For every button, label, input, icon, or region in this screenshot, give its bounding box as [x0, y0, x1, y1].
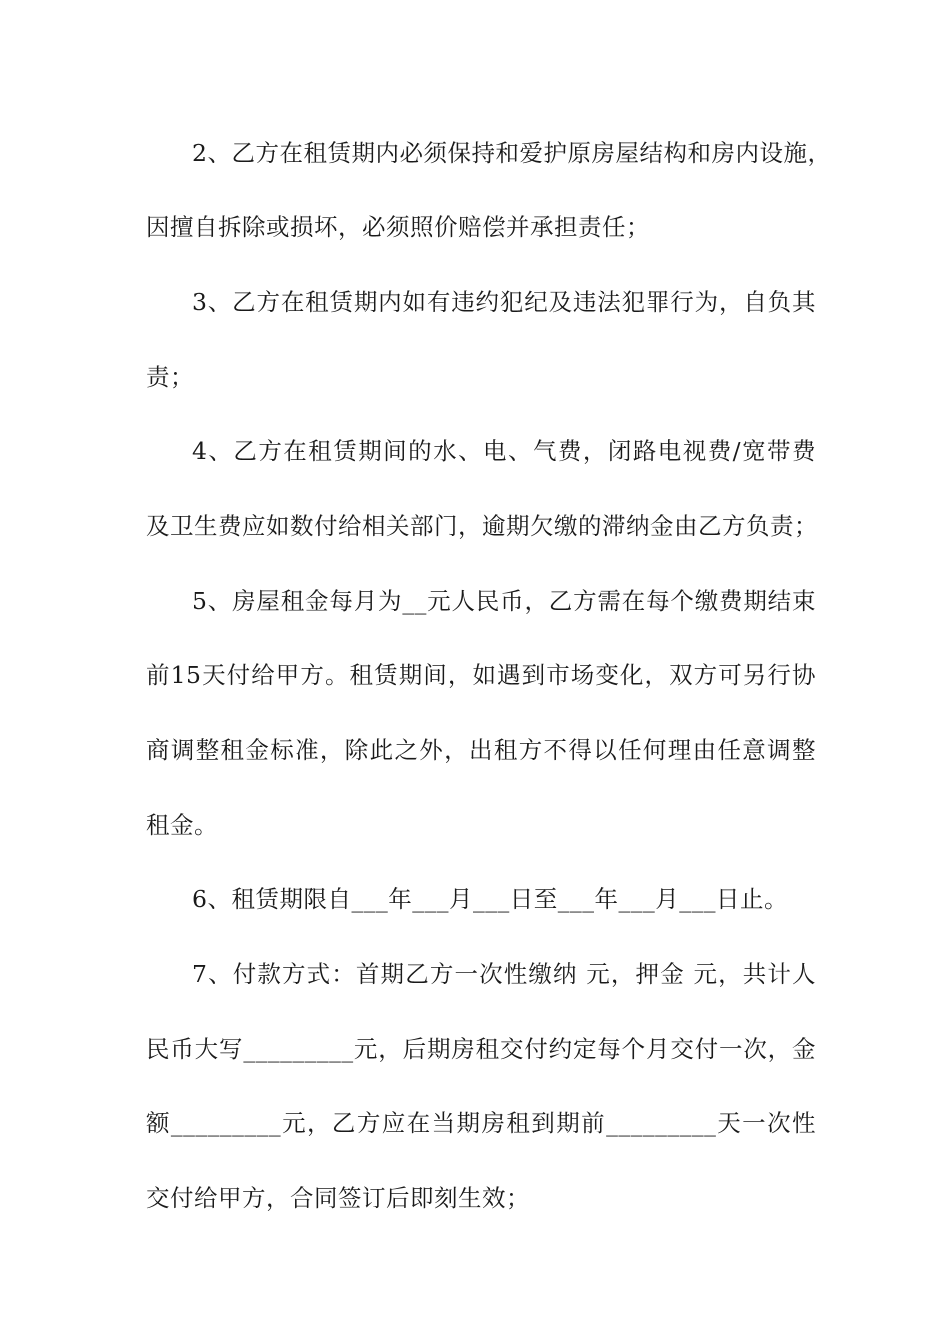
clause-7-line-1: 7、付款方式：首期乙方一次性缴纳 元，押金 元，共计人 [192, 960, 816, 988]
clause-5-line-2: 前15天付给甲方。租赁期间，如遇到市场变化，双方可另行协 [146, 661, 816, 689]
clause-6-line-1: 6、租赁期限自___年___月___日至___年___月___日止。 [192, 885, 788, 913]
clause-5-line-1: 5、房屋租金每月为__元人民币，乙方需在每个缴费期结束 [192, 587, 816, 615]
clause-4-line-2: 及卫生费应如数付给相关部门，逾期欠缴的滞纳金由乙方负责； [146, 512, 818, 540]
clause-5-line-4: 租金。 [146, 811, 218, 839]
clause-7-line-3: 额_________元，乙方应在当期房租到期前_________天一次性 [146, 1109, 816, 1137]
clause-4-line-1: 4、乙方在租赁期间的水、电、气费，闭路电视费/宽带费 [192, 437, 816, 465]
clause-7-line-2: 民币大写_________元，后期房租交付约定每个月交付一次，金 [146, 1035, 816, 1063]
clause-3-line-1: 3、乙方在租赁期内如有违约犯纪及违法犯罪行为，自负其 [192, 288, 816, 316]
clause-5-line-3: 商调整租金标准，除此之外，出租方不得以任何理由任意调整 [146, 736, 816, 764]
clause-3-line-2: 责； [146, 363, 194, 391]
clause-7-line-4: 交付给甲方，合同签订后即刻生效； [146, 1184, 530, 1212]
clause-2-line-1: 2、乙方在租赁期内必须保持和爱护原房屋结构和房内设施， [192, 139, 832, 167]
clause-2-line-2: 因擅自拆除或损坏，必须照价赔偿并承担责任； [146, 213, 650, 241]
